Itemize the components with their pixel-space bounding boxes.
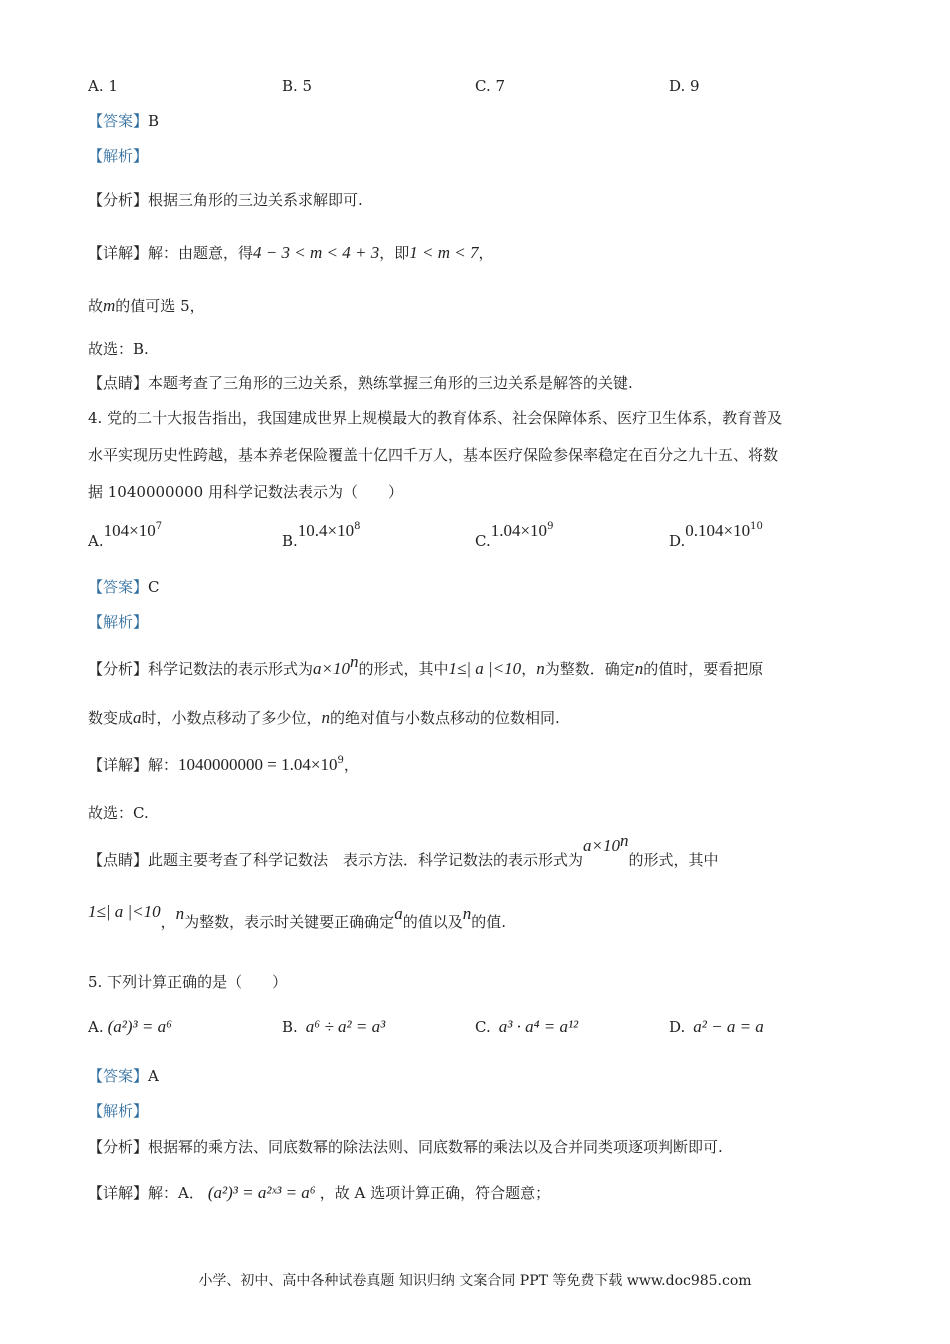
option-exp: 8 bbox=[354, 521, 361, 532]
q5-fenxi bbox=[88, 1137, 723, 1157]
text: 为整数．确定 bbox=[544, 660, 635, 678]
fenxi-tag: 【分析】 bbox=[88, 191, 149, 209]
detail-end: ， bbox=[478, 244, 494, 262]
q3-option-a: A. 1 bbox=[88, 77, 118, 95]
text: ， bbox=[521, 660, 537, 678]
option-letter: D. bbox=[669, 1018, 686, 1036]
math-exp: n bbox=[350, 652, 359, 671]
option-exp: 9 bbox=[547, 521, 554, 532]
option-expr: 0.104×10 bbox=[685, 521, 751, 540]
text: 此题主要考查了科学记数法 表示方法．科学记数法的表示形式为 bbox=[148, 851, 584, 869]
text: 的形式，其中 bbox=[358, 660, 449, 678]
math-var: m bbox=[103, 296, 116, 315]
answer-value: A bbox=[148, 1067, 159, 1085]
text: 故 bbox=[88, 297, 104, 315]
option-expr: 104×10 bbox=[103, 521, 156, 540]
q3-choose: 故选：B. bbox=[88, 340, 149, 358]
q4-option-a bbox=[88, 521, 163, 550]
q5-answer bbox=[88, 1066, 159, 1086]
math-var: a bbox=[133, 708, 142, 727]
q3-comment bbox=[88, 373, 633, 393]
q4-fenxi bbox=[88, 652, 764, 679]
q4-detail bbox=[88, 755, 359, 775]
answer-value: B bbox=[148, 112, 160, 130]
q4-option-d bbox=[669, 521, 763, 550]
option-expr: a⁶ ÷ a² = a³ bbox=[305, 1017, 386, 1036]
math-var: n bbox=[175, 904, 185, 923]
option-letter: B. bbox=[282, 1018, 298, 1036]
option-letter: A. bbox=[88, 1018, 104, 1036]
comment-text: 本题考查了三角形的三边关系，熟练掌握三角形的三边关系是解答的关键. bbox=[148, 374, 633, 392]
q3-option-d: D. 9 bbox=[669, 77, 700, 95]
q4-stem-line3: 据 1040000000 用科学记数法表示为（ ） bbox=[88, 483, 403, 501]
answer-tag: 【答案】 bbox=[88, 112, 149, 130]
q4-option-b bbox=[282, 521, 361, 550]
text: 的值. bbox=[471, 913, 506, 931]
math-var: n bbox=[321, 708, 331, 727]
q5-option-c bbox=[475, 1017, 578, 1037]
text: 时，小数点移动了多少位， bbox=[141, 709, 322, 727]
math-inequality: 4 − 3 < m < 4 + 3 bbox=[253, 243, 380, 262]
math-expr: a×10 bbox=[583, 836, 621, 855]
detail-end: ，故 A 选项计算正确，符合题意； bbox=[319, 1184, 551, 1202]
detail-tag: 【详解】 bbox=[88, 1184, 149, 1202]
detail-prefix: 解： bbox=[148, 756, 179, 774]
option-letter: B. bbox=[282, 532, 298, 550]
option-expr: 10.4×10 bbox=[297, 521, 355, 540]
comment-tag: 【点睛】 bbox=[88, 851, 149, 869]
q4-option-c bbox=[475, 521, 554, 550]
q4-fenxi-line2 bbox=[88, 708, 560, 728]
q3-value-line bbox=[88, 296, 205, 316]
detail-mid: ，即 bbox=[379, 244, 410, 262]
answer-tag: 【答案】 bbox=[88, 578, 149, 596]
q5-option-a bbox=[88, 1017, 172, 1037]
option-exp: 10 bbox=[750, 521, 763, 532]
option-expr: a² − a = a bbox=[693, 1017, 764, 1036]
math-var: a bbox=[394, 904, 403, 923]
q3-fenxi bbox=[88, 190, 363, 210]
q3-analysis-tag: 【解析】 bbox=[88, 147, 149, 165]
q3-option-c: C. 7 bbox=[475, 77, 506, 95]
math-var: n bbox=[462, 904, 472, 923]
option-expr: a³ · a⁴ = a¹² bbox=[498, 1017, 579, 1036]
q5-stem: 5. 下列计算正确的是（ ） bbox=[88, 973, 288, 991]
option-letter: D. bbox=[669, 532, 686, 550]
math-equation: 1040000000 = 1.04×10 bbox=[178, 755, 338, 774]
fenxi-tag: 【分析】 bbox=[88, 660, 149, 678]
q4-stem-line2: 水平实现历史性跨越，基本养老保险覆盖十亿四千万人，基本医疗保险参保率稳定在百分之九十五、将数 bbox=[88, 446, 779, 464]
text: 为整数，表示时关键要正确确定 bbox=[184, 913, 395, 931]
q5-detail bbox=[88, 1183, 550, 1203]
q4-answer bbox=[88, 577, 160, 597]
text: 的值以及 bbox=[402, 913, 463, 931]
answer-tag: 【答案】 bbox=[88, 1067, 149, 1085]
q4-choose: 故选：C. bbox=[88, 804, 149, 822]
text: 的值时，要看把原 bbox=[643, 660, 764, 678]
answer-value: C bbox=[148, 578, 160, 596]
math-exp: n bbox=[620, 831, 629, 850]
math-expr: a×10 bbox=[313, 659, 351, 678]
q4-analysis-tag: 【解析】 bbox=[88, 613, 149, 631]
text: 的绝对值与小数点移动的位数相同. bbox=[330, 709, 560, 727]
detail-prefix: 解：由题意，得 bbox=[148, 244, 254, 262]
math-range: 1≤| a |<10 bbox=[88, 902, 161, 921]
q5-option-d bbox=[669, 1017, 764, 1037]
math-var: n bbox=[634, 659, 644, 678]
fenxi-text: 根据幂的乘方法、同底数幂的除法法则、同底数幂的乘法以及合并同类项逐项判断即可. bbox=[148, 1138, 723, 1156]
option-exp: 7 bbox=[155, 521, 163, 532]
option-letter: C. bbox=[475, 1018, 491, 1036]
option-letter: C. bbox=[475, 532, 491, 550]
q5-analysis-tag: 【解析】 bbox=[88, 1102, 149, 1120]
text: 数变成 bbox=[88, 709, 134, 727]
text: ， bbox=[160, 913, 176, 931]
detail-prefix: 解：A． bbox=[148, 1184, 204, 1202]
q4-comment-line2 bbox=[88, 902, 506, 932]
q4-stem-line1: 4. 党的二十大报告指出，我国建成世界上规模最大的教育体系、社会保障体系、医疗卫生体系，教育普及 bbox=[88, 409, 783, 427]
fenxi-tag: 【分析】 bbox=[88, 1138, 149, 1156]
detail-end: ， bbox=[343, 756, 359, 774]
text: 的值可选 5， bbox=[115, 297, 205, 315]
q3-option-b: B. 5 bbox=[282, 77, 313, 95]
q3-detail bbox=[88, 243, 493, 263]
option-expr: 1.04×10 bbox=[490, 521, 548, 540]
detail-tag: 【详解】 bbox=[88, 244, 149, 262]
page-footer: 小学、初中、高中各种试卷真题 知识归纳 文案合同 PPT 等免费下载 www.doc985.com bbox=[198, 1273, 752, 1289]
option-letter: A. bbox=[88, 532, 104, 550]
comment-tag: 【点睛】 bbox=[88, 374, 149, 392]
fenxi-text: 根据三角形的三边关系求解即可. bbox=[148, 191, 363, 209]
math-exp: 9 bbox=[337, 755, 344, 766]
math-range: 1≤| a |<10 bbox=[448, 659, 522, 678]
option-expr: (a²)³ = a⁶ bbox=[107, 1017, 173, 1036]
text: 科学记数法的表示形式为 bbox=[148, 660, 314, 678]
math-inequality: 1 < m < 7 bbox=[409, 243, 479, 262]
detail-tag: 【详解】 bbox=[88, 756, 149, 774]
math-equation: (a²)³ = a²ˣ³ = a⁶ bbox=[207, 1183, 316, 1202]
q3-answer bbox=[88, 111, 159, 131]
math-var: n bbox=[536, 659, 545, 678]
q5-option-b bbox=[282, 1017, 385, 1037]
text: 的形式，其中 bbox=[628, 851, 719, 869]
